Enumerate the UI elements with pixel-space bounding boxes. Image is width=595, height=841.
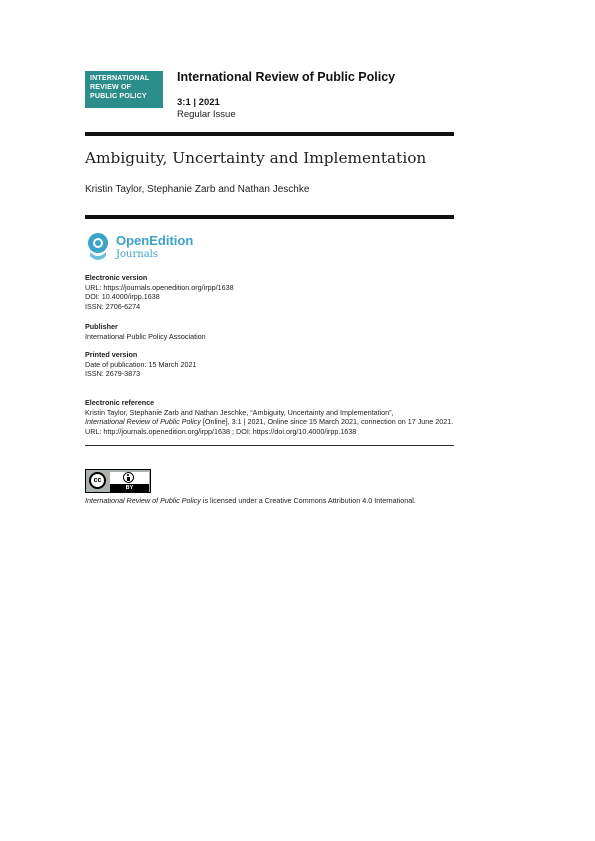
article-title: Ambiguity, Uncertainty and Implementation [85,149,427,167]
journal-logo [85,71,163,108]
cc-icon: cc [89,472,106,489]
electronic-url[interactable]: URL: https://journals.openedition.org/irpp/1638 [85,282,234,292]
volume-number: 3:1 | 2021 [177,97,220,108]
electronic-version-label: Electronic version [85,273,148,282]
electronic-reference-block [85,398,455,437]
issue-info [177,97,236,120]
printed-version-label: Printed version [85,350,138,359]
logo-line-1: INTERNATIONAL [90,74,150,82]
bottom-divider [85,215,454,219]
electronic-doi[interactable]: DOI: 10.4000/irpp.1638 [85,292,160,302]
cc-by-label: BY [110,484,149,492]
printed-date: Date of publication: 15 March 2021 [85,359,197,369]
license-statement[interactable]: is licensed under a Creative Commons Attribution 4.0 International. [200,496,416,505]
publisher-label: Publisher [85,322,118,331]
electronic-reference-label: Electronic reference [85,398,155,407]
openedition-sub: Journals [116,249,158,260]
top-divider [85,132,454,136]
electronic-version-block [85,273,455,312]
logo-line-3: PUBLIC POLICY [90,92,147,100]
journal-title: International Review of Public Policy [177,70,396,84]
attribution-icon [123,472,134,483]
electronic-reference-text [85,408,455,437]
openedition-name: OpenEdition [116,233,194,248]
publisher-block [85,322,455,341]
reference-journal: International Review of Public Policy [85,417,201,427]
openedition-icon [85,232,111,264]
license-journal: International Review of Public Policy [85,496,201,505]
logo-line-2: REVIEW OF [90,83,132,91]
cc-license-badge[interactable] [85,469,151,493]
article-authors: Kristin Taylor, Stephanie Zarb and Nathan Jeschke [85,184,310,195]
electronic-issn: ISSN: 2706-6274 [85,302,141,312]
publisher-name: International Public Policy Association [85,331,206,341]
printed-issn: ISSN: 2679-3873 [85,369,141,379]
printed-version-block [85,350,455,379]
issue-type: Regular Issue [177,108,236,120]
license-text [85,496,416,505]
reference-part-2[interactable]: [Online], 3:1 | 2021, Online since 15 March 2021, connection on 17 June 2021. URL: http://journals.openedition.org/irpp/1638 ; DOI: https://doi.org/10.4000/irpp.1638 [85,417,454,437]
openedition-logo[interactable] [85,232,215,266]
reference-part-1: Kristin Taylor, Stephanie Zarb and Nathan Jeschke, “Ambiguity, Uncertainty and Implementation”, [85,407,394,417]
reference-divider [85,445,454,446]
